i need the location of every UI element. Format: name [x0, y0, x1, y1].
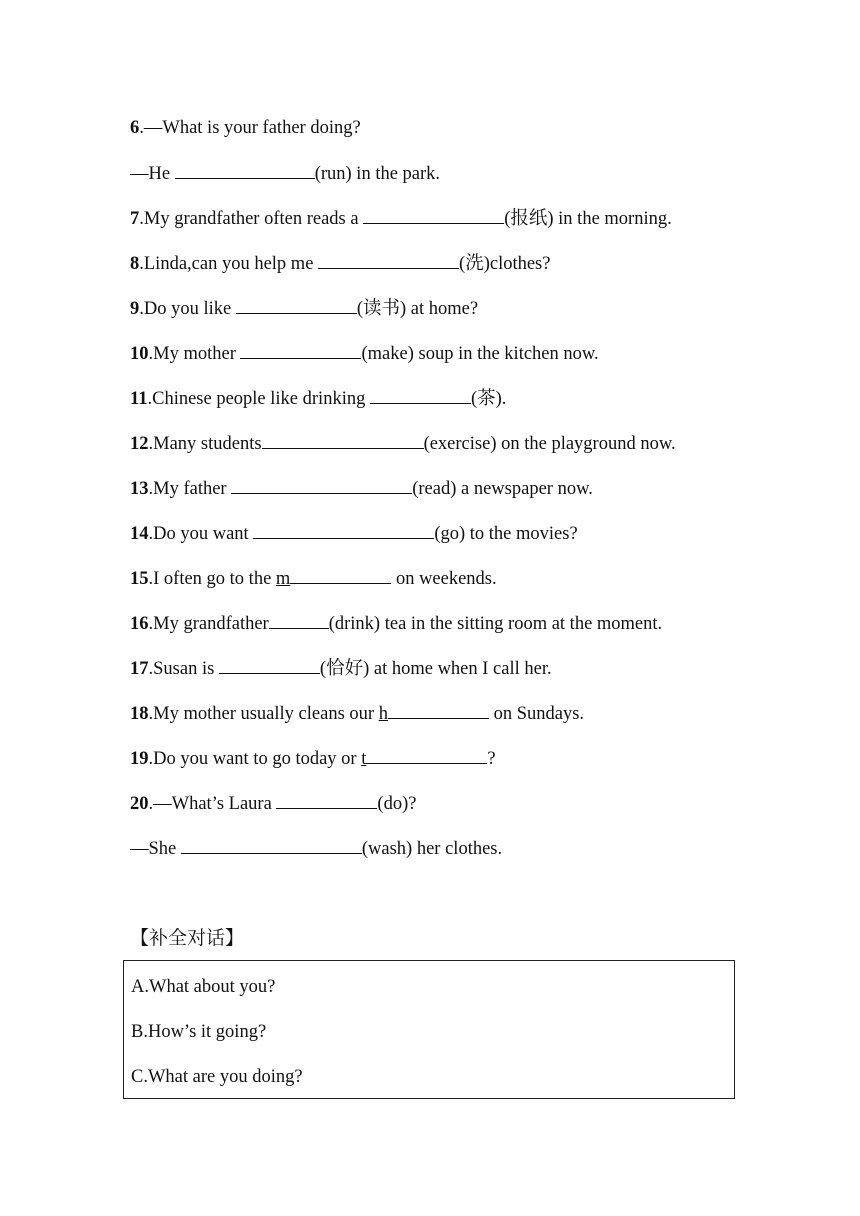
first-letter-hint: t — [361, 749, 367, 769]
question-19 — [130, 747, 496, 770]
option-a: A.What about you? — [131, 977, 276, 997]
question-13 — [130, 477, 593, 500]
question-hint: (读书) at home? — [356, 299, 479, 319]
question-text: .Chinese people like drinking — [147, 389, 370, 409]
question-text: .My grandfather often reads a — [139, 209, 364, 229]
question-7 — [130, 207, 672, 230]
question-hint: (run) in the park. — [314, 164, 441, 184]
answer-blank[interactable] — [269, 612, 329, 629]
question-text-end: on Sundays. — [488, 704, 585, 724]
option-c: C.What are you doing? — [131, 1067, 303, 1087]
question-number: 12 — [130, 434, 149, 454]
question-number: 11 — [130, 389, 148, 409]
question-number: 7 — [130, 209, 140, 229]
question-number: 18 — [130, 704, 149, 724]
question-9 — [130, 297, 478, 320]
first-letter-hint: m — [275, 569, 291, 589]
question-number: 17 — [130, 659, 149, 679]
answer-blank[interactable] — [290, 567, 391, 584]
question-text: .Do you want — [148, 524, 254, 544]
question-text: .My mother — [148, 344, 241, 364]
option-b: B.How’s it going? — [131, 1022, 267, 1042]
question-16 — [130, 612, 662, 635]
question-hint: (exercise) on the playground now. — [423, 434, 676, 454]
section-title: 【补全对话】 — [130, 928, 245, 949]
question-hint: (make) soup in the kitchen now. — [361, 344, 599, 364]
question-6-answer-line — [130, 162, 440, 185]
question-10 — [130, 342, 599, 365]
answer-blank[interactable] — [219, 657, 320, 674]
question-text: .My grandfather — [148, 614, 269, 634]
question-number: 8 — [130, 254, 140, 274]
question-20-answer-line — [130, 837, 502, 860]
answer-blank[interactable] — [236, 297, 357, 314]
answer-blank[interactable] — [253, 522, 434, 539]
question-text: .—What’s Laura — [148, 794, 277, 814]
answer-blank[interactable] — [363, 207, 504, 224]
options-box — [123, 960, 735, 1099]
question-text: .Linda,can you help me — [139, 254, 319, 274]
question-text: .—What is your father doing? — [139, 118, 361, 138]
question-18 — [130, 702, 584, 725]
question-text: .Do you want to go today or — [148, 749, 362, 769]
answer-blank[interactable] — [175, 162, 315, 179]
question-number: 9 — [130, 299, 140, 319]
question-number: 19 — [130, 749, 149, 769]
question-number: 14 — [130, 524, 149, 544]
question-hint: (do)? — [377, 794, 417, 814]
question-text: .My mother usually cleans our — [148, 704, 379, 724]
question-number: 15 — [130, 569, 149, 589]
question-14 — [130, 522, 578, 545]
question-text: .Many students — [148, 434, 262, 454]
question-number: 6 — [130, 118, 140, 138]
question-11 — [130, 387, 506, 410]
question-text-end: ? — [487, 749, 496, 769]
question-hint: (报纸) in the morning. — [504, 209, 672, 229]
question-15 — [130, 567, 497, 590]
question-hint: (茶). — [470, 389, 507, 409]
question-17 — [130, 657, 552, 680]
question-hint: (恰好) at home when I call her. — [319, 659, 552, 679]
question-8 — [130, 252, 550, 275]
question-20 — [130, 792, 416, 815]
question-text: —He — [130, 164, 175, 184]
question-number: 10 — [130, 344, 149, 364]
question-hint: (wash) her clothes. — [361, 839, 503, 859]
answer-blank[interactable] — [231, 477, 412, 494]
question-hint: (read) a newspaper now. — [412, 479, 593, 499]
answer-blank[interactable] — [276, 792, 377, 809]
first-letter-hint: h — [378, 704, 388, 724]
answer-blank[interactable] — [366, 747, 487, 764]
answer-blank[interactable] — [318, 252, 459, 269]
question-text: .I often go to the — [148, 569, 276, 589]
question-number: 16 — [130, 614, 149, 634]
question-text: —She — [130, 839, 181, 859]
question-hint: (drink) tea in the sitting room at the moment. — [328, 614, 663, 634]
answer-blank[interactable] — [262, 432, 424, 449]
question-text: .Do you like — [139, 299, 236, 319]
question-hint: (洗)clothes? — [459, 254, 551, 274]
question-6 — [130, 117, 361, 139]
answer-blank[interactable] — [370, 387, 471, 404]
question-number: 13 — [130, 479, 149, 499]
question-text: .Susan is — [148, 659, 219, 679]
question-12 — [130, 432, 676, 455]
question-number: 20 — [130, 794, 149, 814]
question-hint: (go) to the movies? — [434, 524, 578, 544]
question-text: .My father — [148, 479, 232, 499]
answer-blank[interactable] — [181, 837, 362, 854]
answer-blank[interactable] — [388, 702, 489, 719]
question-text-end: on weekends. — [391, 569, 497, 589]
answer-blank[interactable] — [240, 342, 361, 359]
